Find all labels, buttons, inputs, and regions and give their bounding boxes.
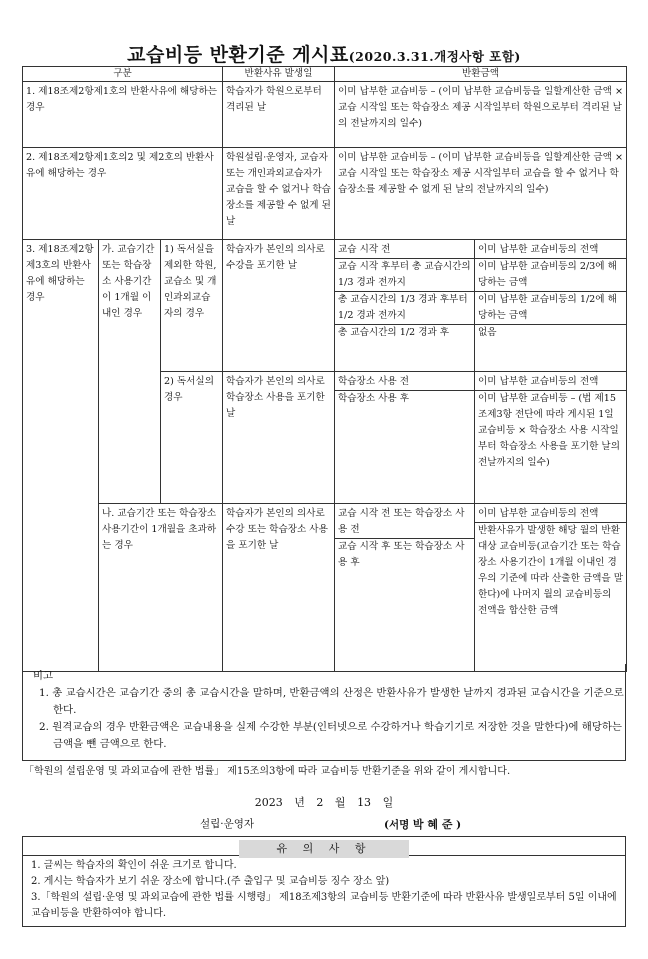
row1-refund: 이미 납부한 교습비등 – (이미 납부한 교습비등을 일할계산한 금액 × 교습 시작일 또는 학습장소 제공 시작일부터 학원으로부터 격리된 날의 전날까지의 일수)	[335, 82, 627, 148]
date-day: 13	[357, 796, 372, 809]
signature	[384, 816, 461, 832]
note-item: 1. 총 교습시간은 교습기간 중의 총 교습시간을 말하며, 반환금액의 산정은 반환사유가 발생한 날까지 경과된 교습시간을 기준으로 한다.	[39, 687, 624, 716]
header-refund: 반환금액	[335, 67, 627, 82]
na-when-1: 교습 시작 후 또는 학습장소 사용 후	[335, 538, 474, 571]
ga1-when-2: 총 교습시간의 1/3 경과 후부터 1/2 경과 전까지	[335, 291, 474, 324]
row3-na-reason: 학습자가 본인의 의사로 수강 또는 학습장소 사용을 포기한 날	[223, 504, 335, 672]
na-when-0: 교습 시작 전 또는 학습장소 사용 전	[338, 508, 465, 535]
date-month-unit: 월	[334, 796, 346, 809]
table-row	[23, 504, 627, 672]
table-header	[23, 67, 627, 82]
refund-table	[22, 66, 627, 672]
header-category: 구분	[23, 67, 223, 82]
ga2-amount-1: 이미 납부한 교습비등 – (법 제15조제3항 전단에 따라 게시된 1일 교습비등 × 학습장소 사용 시작일부터 학습장소 사용을 포기한 날의 전날까지의 일수)	[475, 390, 626, 471]
row3-ga: 가. 교습기간 또는 학습장소 사용기간이 1개월 이내인 경우	[99, 240, 161, 504]
caution-list	[23, 856, 625, 926]
table-row	[23, 148, 627, 240]
caution-heading: 유 의 사 항	[239, 840, 409, 858]
page-title	[0, 40, 648, 67]
notes-box	[22, 664, 626, 761]
ga1-amount-2: 이미 납부한 교습비등의 1/2에 해당하는 금액	[475, 291, 626, 324]
date-year-unit: 년	[294, 796, 305, 809]
caution-header	[23, 837, 625, 856]
ga1-when-3: 총 교습시간의 1/2 경과 후	[335, 324, 474, 341]
table-row	[23, 240, 627, 372]
row3-na: 나. 교습기간 또는 학습장소 사용기간이 1개월을 초과하는 경우	[99, 504, 223, 672]
row3-na-when	[335, 504, 475, 672]
caution-item: 3.「학원의 설립·운영 및 과외교습에 관한 법률 시행령」 제18조제3항의 교습비등 반환기준에 따라 반환사유 발생일로부터 5일 이내에 교습비등을 반환하여야 합니다.	[31, 892, 617, 919]
ga2-when-0: 학습장소 사용 전	[338, 376, 409, 387]
row3-ga2-amount	[475, 372, 627, 504]
row3-category: 3. 제18조제2항제3호의 반환사유에 해당하는 경우	[23, 240, 99, 672]
posting-date	[0, 794, 648, 810]
operator-label: 설립·운영자	[200, 818, 255, 830]
ga1-amount-0: 이미 납부한 교습비등의 전액	[478, 244, 599, 255]
caution-item: 1. 글씨는 학습자의 확인이 쉬운 크기로 합니다.	[31, 860, 237, 871]
ga1-when-1: 교습 시작 후부터 총 교습시간의 1/3 경과 전까지	[335, 258, 474, 291]
date-year: 2023	[254, 796, 283, 809]
header-reason: 반환사유 발생일	[223, 67, 335, 82]
row2-category: 2. 제18조제2항제1호의2 및 제2호의 반환사유에 해당하는 경우	[23, 148, 223, 240]
row1-category: 1. 제18조제2항제1호의 반환사유에 해당하는 경우	[23, 82, 223, 148]
notes-heading: 비고	[33, 670, 54, 682]
title-main: 교습비등 반환기준 게시표	[127, 44, 349, 66]
caution-box	[22, 836, 626, 927]
note-item: 2. 원격교습의 경우 반환금액은 교습내용을 실제 수강한 부분(인터넷으로 수강하거나 학습기기로 저장한 것을 말한다)에 해당하는 금액을 뺀 금액으로 한다.	[39, 721, 622, 750]
row3-na-amount	[475, 504, 627, 672]
law-statement: 「학원의 설립운영 및 과외교습에 관한 법률」 제15조의3항에 따라 교습비등 반환기준을 위와 같이 게시합니다.	[24, 766, 511, 777]
sign-prefix: (서명	[384, 819, 410, 831]
caution-item: 2. 게시는 학습자가 보기 쉬운 장소에 합니다.(주 출입구 및 교습비등 징수 장소 앞)	[31, 876, 390, 887]
ga2-when-1: 학습장소 사용 후	[335, 390, 474, 407]
row3-ga1: 1) 독서실을 제외한 학원, 교습소 및 개인과외교습자의 경우	[161, 240, 223, 372]
date-month: 2	[316, 796, 324, 809]
na-amount-1: 반환사유가 발생한 해당 월의 반환 대상 교습비등(교습기간 또는 학습장소 사용기간이 1개월 이내인 경우의 기준에 따라 산출한 금액을 말한다)에 나머지 월의 교습비등의 전액을 합산한 금액	[475, 522, 626, 619]
ga1-when-0: 교습 시작 전	[338, 244, 391, 255]
date-day-unit: 일	[382, 796, 394, 809]
row2-refund: 이미 납부한 교습비등 – (이미 납부한 교습비등을 일할계산한 금액 × 교습 시작일 또는 학습장소 제공 시작일부터 교습을 할 수 없거나 학습장소를 제공할 수 없게 된 날의 전날까지의 일수)	[335, 148, 627, 240]
row3-ga1-amount	[475, 240, 627, 372]
row3-ga2: 2) 독서실의 경우	[161, 372, 223, 504]
row2-reason: 학원설립·운영자, 교습자 또는 개인과외교습자가 교습을 할 수 없거나 학습장소를 제공할 수 없게 된 날	[223, 148, 335, 240]
sign-suffix: )	[456, 819, 462, 831]
na-amount-0: 이미 납부한 교습비등의 전액	[478, 508, 599, 519]
title-subtitle: (2020.3.31.개정사항 포함)	[348, 49, 521, 64]
row3-ga2-reason: 학습자가 본인의 의사로 학습장소 사용을 포기한 날	[223, 372, 335, 504]
row3-ga1-when	[335, 240, 475, 372]
row3-ga2-when	[335, 372, 475, 504]
ga1-amount-1: 이미 납부한 교습비등의 2/3에 해당하는 금액	[475, 258, 626, 291]
ga1-amount-3: 없음	[475, 324, 626, 341]
row1-reason: 학습자가 학원으로부터 격리된 날	[223, 82, 335, 148]
ga2-amount-0: 이미 납부한 교습비등의 전액	[478, 376, 599, 387]
row3-ga1-reason: 학습자가 본인의 의사로 수강을 포기한 날	[223, 240, 335, 372]
table-row	[23, 82, 627, 148]
sign-name: 박 혜 준	[412, 818, 453, 831]
